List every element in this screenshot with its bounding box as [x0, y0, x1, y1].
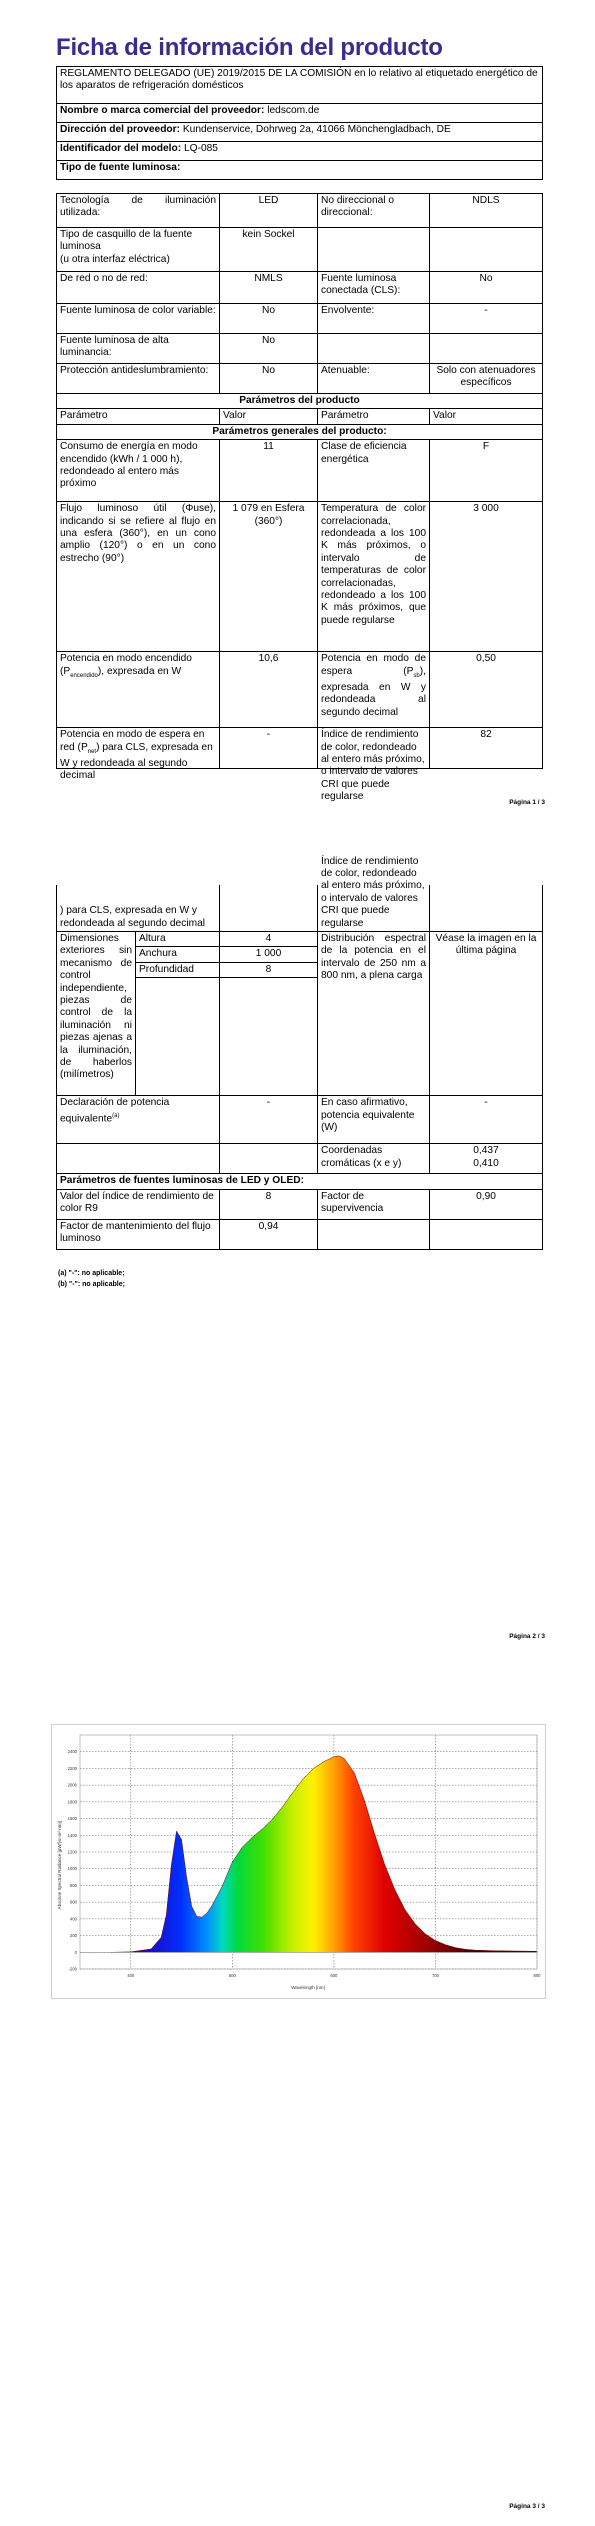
lumen-maint-label: Factor de mantenimiento del flujo luminoso — [57, 1219, 220, 1249]
survival-label: Factor de supervivencia — [318, 1189, 430, 1219]
y-tick-label: 0 — [74, 1949, 77, 1955]
standby-label: Potencia en modo de espera $(P_{sb})$, expresada en W y redondeada al segundo decimal — [318, 652, 430, 728]
cct-label: Temperatura de color correlacionada, redondeada a los 100 K más próximos, o intervalo de temperaturas de color correlacionadas, redondeado a los 100 K más próximos, que puede regularse — [318, 502, 430, 652]
col-param-1: Parámetro — [57, 409, 220, 424]
standby-value: 0,50 — [430, 652, 543, 728]
x-axis-label: Wavelength [nm] — [291, 1985, 325, 1990]
model-row: Identificador del modelo: LQ-085 — [57, 142, 543, 161]
x-tick-label: 400 — [127, 1973, 135, 1978]
cap-label: Tipo de casquillo de la fuente luminosa (u otra interfaz eléctrica) — [57, 228, 220, 272]
y-tick-label: 1800 — [67, 1799, 77, 1805]
y-tick-label: 2400 — [67, 1749, 77, 1755]
model-identifier: LQ-085 — [183, 143, 218, 154]
cri-value: 82 — [430, 728, 543, 769]
product-params-heading: Parámetros del producto — [57, 394, 543, 409]
y-tick-label: 800 — [70, 1882, 77, 1888]
y-tick-label: 600 — [70, 1899, 77, 1905]
header-table — [56, 66, 543, 180]
x-tick-label: 600 — [330, 1973, 338, 1978]
y-tick-label: 1200 — [67, 1849, 77, 1855]
lumen-maint-value: 0,94 — [220, 1219, 318, 1249]
flux-value: 1 079 en Esfera (360°) — [220, 502, 318, 652]
tunable-value: No — [220, 304, 318, 334]
class-value: F — [430, 440, 543, 502]
mains-label: De red o no de red: — [57, 272, 220, 304]
spectral-chart — [51, 1724, 546, 1999]
col-value-2: Valor — [430, 409, 543, 424]
cap-value: kein Sockel — [220, 228, 318, 272]
dimmable-value: Solo con atenuadores específicos — [430, 364, 543, 394]
cls-value: No — [430, 272, 543, 304]
depth-label: Profundidad — [136, 962, 220, 977]
source-type-heading: Tipo de fuente luminosa: — [57, 161, 543, 180]
tech-value: LED — [220, 194, 318, 228]
supplier-address-row: Dirección del proveedor: Kundenservice, Dohrweg 2a, 41066 Mönchengladbach, DE — [57, 123, 543, 142]
document-title: Ficha de información del producto — [56, 34, 443, 61]
eqpower-value: - — [220, 1096, 318, 1144]
height-label: Altura — [136, 932, 220, 947]
page-3 — [0, 1690, 595, 2526]
cct-value: 3 000 — [430, 502, 543, 652]
y-tick-label: -200 — [68, 1966, 77, 1972]
general-params-heading: Parámetros generales del producto: — [57, 424, 543, 439]
survival-value: 0,90 — [430, 1189, 543, 1219]
params-table-continued — [56, 855, 543, 1250]
spectral-chart-svg — [52, 1725, 545, 1998]
footnote-a: (a) "-": no aplicable; — [58, 1270, 125, 1277]
page-number-2: Página 2 / 3 — [509, 1633, 545, 1640]
envelope-label: Envolvente: — [318, 304, 430, 334]
chrom-label: Coordenadas cromáticas (x e y) — [318, 1144, 430, 1174]
page-number-1: Página 1 / 3 — [509, 799, 545, 806]
width-value: 1 000 — [220, 947, 318, 962]
net-standby-value: - — [220, 728, 318, 769]
supplier-name-row: Nombre o marca comercial del proveedor: ledscom.de — [57, 104, 543, 123]
power-on-value: 10,6 — [220, 652, 318, 728]
eqpower-label: Declaración de potencia equivalente$^{(a)}$ — [57, 1096, 220, 1144]
directional-label: No direccional o direccional: — [318, 194, 430, 228]
dimmable-label: Atenuable: — [318, 364, 430, 394]
led-params-heading: Parámetros de fuentes luminosas de LED y OLED: — [57, 1174, 543, 1189]
y-tick-label: 1000 — [67, 1866, 77, 1872]
y-tick-label: 2000 — [67, 1782, 77, 1788]
x-tick-label: 700 — [431, 1973, 439, 1978]
col-value-1: Valor — [220, 409, 318, 424]
glare-value: No — [220, 364, 318, 394]
cri-label: Índice de rendimiento de color, redondeado al entero más próximo, o intervalo de valores CRI que puede regularse — [321, 729, 425, 803]
cri-label-continued: Índice de rendimiento de color, redondeado al entero más próximo, o intervalo de valores CRI que puede regularse — [321, 855, 425, 929]
supplier-name: ledscom.de — [267, 105, 320, 116]
high-luminance-label: Fuente luminosa de alta luminancia: — [57, 334, 220, 364]
flux-label: Flujo luminoso útil (Φuse), indicando si se refiere al flujo en una esfera (360°), en un cono amplio (120°) o en un cono estrecho (90°) — [57, 502, 220, 652]
r9-label: Valor del índice de rendimiento de color R9 — [57, 1189, 220, 1219]
y-tick-label: 2200 — [67, 1765, 77, 1771]
power-on-label: Potencia en modo encendido $(P_{encendido})$, expresada en W — [57, 652, 220, 728]
envelope-value: - — [430, 304, 543, 334]
width-label: Anchura — [136, 947, 220, 962]
r9-value: 8 — [220, 1189, 318, 1219]
mains-value: NMLS — [220, 272, 318, 304]
footnote-b: (b) "-": no aplicable; — [58, 1281, 125, 1288]
y-tick-label: 400 — [70, 1916, 77, 1922]
energy-value: 11 — [220, 440, 318, 502]
y-axis-label: Absolute Spectral Radiance [µW/(sr·m²·nm)] — [57, 1820, 62, 1910]
ifyes-label: En caso afirmativo, potencia equivalente (W) — [318, 1096, 430, 1144]
x-tick-label: 500 — [228, 1973, 236, 1978]
tech-label: Tecnología de iluminación utilizada: — [57, 194, 220, 228]
y-tick-label: 200 — [70, 1933, 77, 1939]
tunable-label: Fuente luminosa de color variable: — [57, 304, 220, 334]
depth-value: 8 — [220, 962, 318, 977]
ifyes-value: - — [430, 1096, 543, 1144]
class-label: Clase de eficiencia energética — [318, 440, 430, 502]
page-2 — [0, 855, 595, 1680]
supplier-address: Kundenservice, Dohrweg 2a, 41066 Mönchengladbach, DE — [182, 124, 451, 135]
spd-value: Véase la imagen en la última página — [430, 932, 543, 1096]
y-tick-label: 1600 — [67, 1816, 77, 1822]
directional-value: NDLS — [430, 194, 543, 228]
height-value: 4 — [220, 932, 318, 947]
col-param-2: Parámetro — [318, 409, 430, 424]
glare-label: Protección antideslumbramiento: — [57, 364, 220, 394]
net-standby-label: Potencia en modo de espera en red $(P_{net})$ para CLS, expresada en W y redondeada al segundo decimal — [60, 729, 213, 782]
cls-label: Fuente luminosa conectada (CLS): — [318, 272, 430, 304]
y-tick-label: 1400 — [67, 1832, 77, 1838]
spd-label: Distribución espectral de la potencia en el intervalo de 250 nm a 800 nm, a plena carga — [318, 932, 430, 1096]
page-1 — [0, 0, 595, 820]
chrom-value: 0,437 0,410 — [430, 1144, 543, 1174]
x-tick-label: 800 — [533, 1973, 541, 1978]
high-luminance-value: No — [220, 334, 318, 364]
dims-label: Dimensiones exteriores sin mecanismo de control independiente, piezas de control de la iluminación ni piezas ajenas a la iluminación, de haberlos (milímetros) — [57, 932, 136, 1096]
energy-label: Consumo de energía en modo encendido (kWh / 1 000 h), redondeado al entero más próximo — [57, 440, 220, 502]
net-standby-label-continued: ) para CLS, expresada en W y redondeada al segundo decimal — [60, 905, 205, 929]
regulation-text: REGLAMENTO DELEGADO (UE) 2019/2015 DE LA COMISIÓN en lo relativo al etiquetado energético de los aparatos de refrigeración domésticos — [57, 67, 543, 104]
page-number-3: Página 3 / 3 — [509, 2503, 545, 2510]
